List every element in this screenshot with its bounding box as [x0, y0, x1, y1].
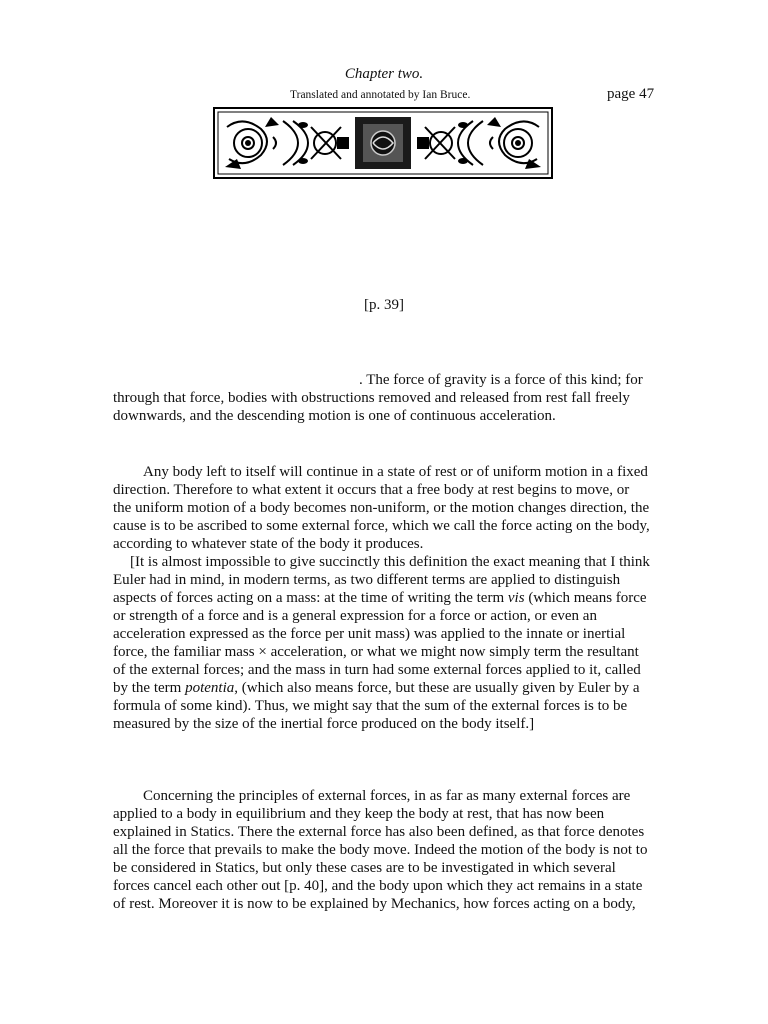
text-line: the uniform motion of a body becomes non-uniform, or the motion changes direction, the: [113, 500, 650, 516]
translator-note-line: of the external forces; and the mass in turn had some external forces applied to it, called: [113, 662, 641, 678]
note-term-potentia: potentia: [185, 680, 235, 696]
note-text: (which means force: [524, 590, 647, 606]
translator-note-line: Euler had in mind, in modern terms, as two different terms are applied to distinguish: [113, 572, 621, 588]
paragraph-gravity: [113, 371, 659, 425]
text-line: applied to a body in equilibrium and they keep the body at rest, that has now been: [113, 806, 605, 822]
translator-note-line: [113, 589, 659, 607]
note-term-vis: vis: [507, 590, 525, 606]
translator-note-line: or strength of a force and is a general expression for a force or action, or even an: [113, 608, 597, 624]
text-line: cause is to be ascribed to some external force, which we call the force acting on the body,: [113, 518, 650, 534]
text-line: Concerning the principles of external forces, in as far as many external forces are: [143, 788, 631, 804]
text-line: . The force of gravity is a force of this kind; for: [359, 372, 643, 388]
translator-note-line: acceleration expressed as the force per unit mass) was applied to the innate or inertial: [113, 626, 626, 642]
translator-note-line: measured by the size of the inertial force produced on the body itself.]: [113, 716, 535, 732]
text-line: according to whatever state of the body it produces.: [113, 536, 424, 552]
translator-note-line: [It is almost impossible to give succinctly this definition the exact meaning that I think: [130, 554, 650, 570]
translator-note-line: force, the familiar mass × acceleration, or what we might now simply term the resultant: [113, 644, 639, 660]
translator-note-line: [113, 679, 659, 697]
note-text: , (which also means force, but these are usually given by Euler by a: [234, 680, 640, 696]
text-line: through that force, bodies with obstructions removed and released from rest fall freely: [113, 390, 630, 406]
text-line: all the force that prevails to make the body move. Indeed the motion of the body is not to: [113, 842, 648, 858]
translator-note-line: formula of some kind). Thus, we might say that the sum of the external forces is to be: [113, 698, 628, 714]
text-line: forces cancel each other out [p. 40], and the body upon which they act remains in a state: [113, 878, 643, 894]
text-line: Any body left to itself will continue in a state of rest or of uniform motion in a fixed: [143, 464, 648, 480]
page-reference: [p. 39]: [364, 297, 404, 313]
note-text: by the term: [113, 680, 186, 696]
text-line: of rest. Moreover it is now to be explained by Mechanics, how forces acting on a body,: [113, 896, 636, 912]
translator-credit: Translated and annotated by Ian Bruce.: [290, 89, 471, 101]
text-line: downwards, and the descending motion is one of continuous acceleration.: [113, 408, 556, 424]
page-number: page 47: [607, 86, 655, 102]
paragraph-statics: [113, 787, 659, 913]
text-line: direction. Therefore to what extent it occurs that a free body at rest begins to move, or: [113, 482, 630, 498]
text-line: be considered in Statics, but only these cases are to be investigated in which several: [113, 860, 616, 876]
note-text: aspects of forces acting on a mass: at the time of writing the term: [113, 590, 508, 606]
paragraph-external-force: [113, 463, 659, 733]
ornamental-banner: [213, 107, 553, 179]
text-line: explained in Statics. There the external force has also been defined, as that force denotes: [113, 824, 645, 840]
chapter-title: Chapter two.: [344, 66, 424, 82]
